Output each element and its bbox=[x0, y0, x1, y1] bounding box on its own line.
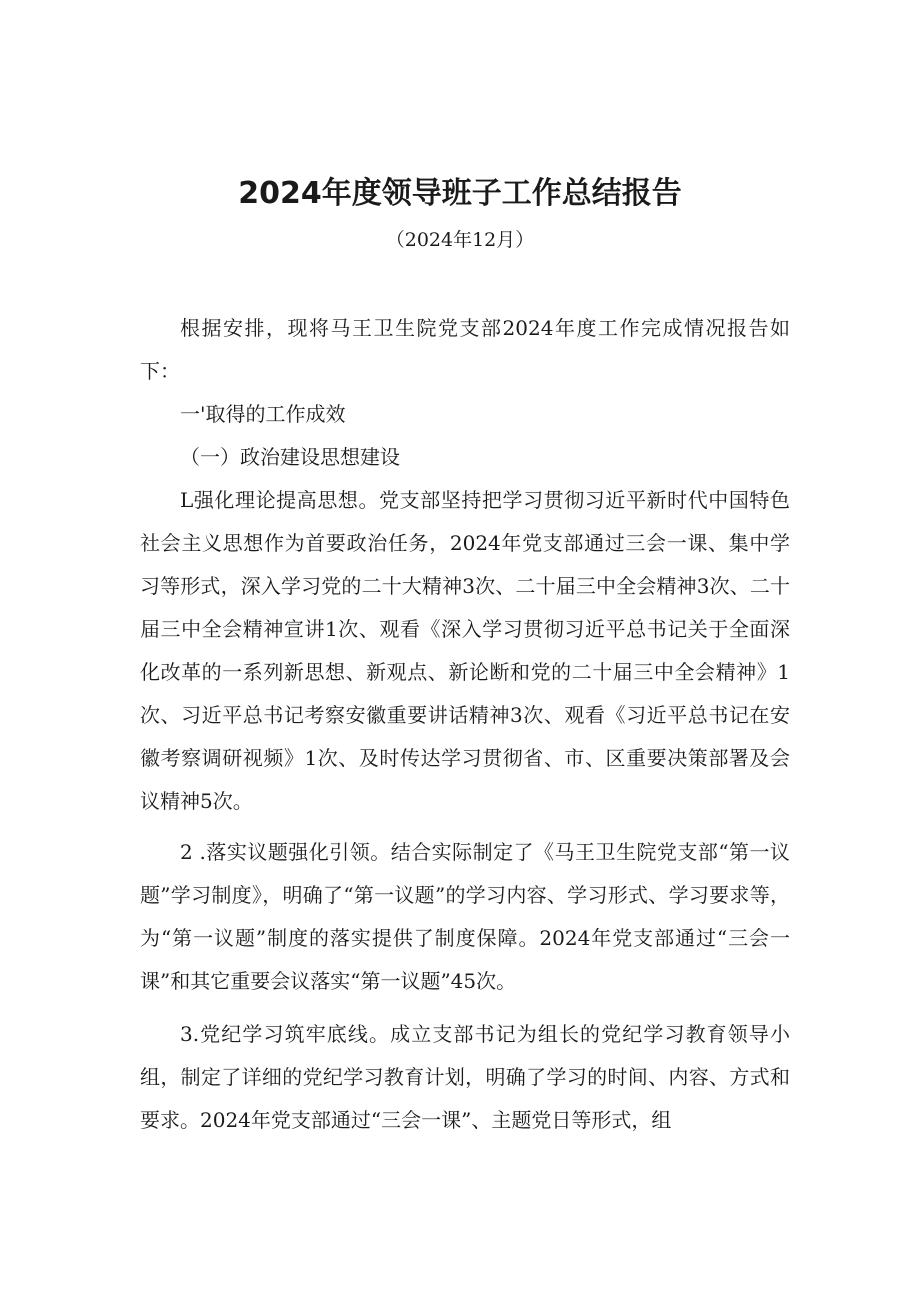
document-title: 2024年度领导班子工作总结报告 bbox=[238, 176, 682, 211]
intro-paragraph: 根据安排，现将马王卫生院党支部2024年度工作完成情况报告如下： bbox=[140, 316, 790, 383]
paragraph-discipline: 3.党纪学习筑牢底线。成立支部书记为组长的党纪学习教育领导小组，制定了详细的党纪学习教育计划，明确了学习的时间、内容、方式和要求。2024年党支部通过“三会一课”、主题党日等形式，组 bbox=[140, 1022, 790, 1132]
document-body bbox=[140, 307, 790, 1142]
paragraph-first-topic: 2 .落实议题强化引领。结合实际制定了《马王卫生院党支部“第一议题”学习制度》，明确了“第一议题”的学习内容、学习形式、学习要求等，为“第一议题”制度的落实提供了制度保障。2024年党支部通过“三会一课”和其它重要会议落实“第一议题”45次。 bbox=[140, 840, 790, 993]
subsection-heading: （一）政治建设思想建设 bbox=[180, 445, 400, 469]
paragraph-theory: L强化理论提高思想。党支部坚持把学习贯彻习近平新时代中国特色社会主义思想作为首要政治任务，2024年党支部通过三会一课、集中学习等形式，深入学习党的二十大精神3次、二十届三中全会精神3次、二十届三中全会精神宣讲1次、观看《深入学习贯彻习近平总书记关于全面深化改革的一系列新思想、新观点、新论断和党的二十届三中全会精神》1次、习近平总书记考察安徽重要讲话精神3次、观看《习近平总书记在安徽考察调研视频》1次、及时传达学习贯彻省、市、区重要决策部署及会议精神5次。 bbox=[140, 488, 790, 813]
document-date: （2024年12月） bbox=[385, 229, 535, 251]
section-heading: 一'取得的工作成效 bbox=[180, 402, 346, 426]
